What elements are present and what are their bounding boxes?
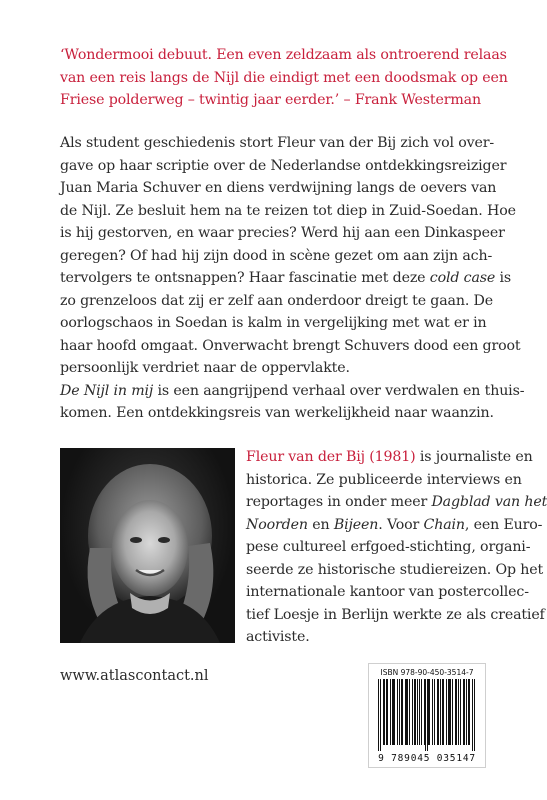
barcode-bar: [466, 679, 467, 745]
barcode-bar: [424, 679, 425, 745]
barcode-bar: [460, 679, 461, 745]
barcode-bar: [425, 679, 426, 751]
bio-line: historica. Ze publiceerde interviews en: [246, 471, 522, 488]
author-photo: [60, 448, 235, 643]
blurb-line: haar hoofd omgaat. Onverwacht brengt Schuvers dood een groot: [60, 337, 521, 354]
blurb-line: gave op haar scriptie over de Nederlandse ontdekkingsreiziger: [60, 157, 507, 174]
barcode-bar: [394, 679, 395, 745]
barcode-bar: [427, 679, 428, 751]
publisher-website[interactable]: www.atlascontact.nl: [60, 668, 209, 684]
barcode-bar: [390, 679, 391, 745]
barcode-bar: [472, 679, 473, 751]
barcode-bar: [414, 679, 415, 745]
author-name: Fleur van der Bij (1981): [246, 449, 416, 465]
barcode-bar: [464, 679, 465, 745]
barcode-bar: [468, 679, 469, 745]
barcode-bar: [386, 679, 387, 745]
quote-line: van een reis langs de Nijl die eindigt met een doodsmak op een: [60, 69, 508, 86]
bio-text: en: [307, 516, 334, 533]
barcode-bar: [402, 679, 403, 745]
author-bio: [246, 446, 547, 649]
isbn-barcode: [368, 663, 486, 768]
bio-line: activiste.: [246, 629, 310, 645]
barcode-bar: [407, 679, 408, 745]
barcode-bar: [442, 679, 443, 745]
bio-italic: Bijeen: [333, 516, 379, 533]
barcode-bar: [432, 679, 433, 745]
barcode-bar: [469, 679, 470, 745]
barcode-bar: [437, 679, 438, 745]
bio-line: [246, 491, 547, 514]
barcode-bar: [434, 679, 435, 745]
barcode-bar: [419, 679, 420, 745]
blurb-italic: cold case: [429, 270, 496, 286]
bio-line: [246, 446, 533, 469]
bio-line: seerde ze historische studiereizen. Op het: [246, 561, 544, 578]
book-title-italic: De Nijl in mij: [60, 382, 154, 399]
barcode-bar: [448, 679, 449, 745]
bio-italic: Dagblad van het: [431, 494, 547, 510]
quote-line: ‘Wondermooi debuut. Een even zeldzaam als ontroerend relaas: [60, 47, 507, 63]
barcode-bar: [415, 679, 416, 745]
book-blurb: [60, 132, 525, 425]
blurb-line: [60, 267, 512, 290]
bio-text: . Voor: [378, 516, 424, 533]
barcode-bar: [452, 679, 453, 745]
bio-text: is journaliste en: [415, 449, 533, 465]
author-portrait-image: [60, 448, 235, 643]
bio-text: reportages in onder meer: [246, 494, 432, 510]
barcode-bar: [463, 679, 464, 745]
barcode-bar: [458, 679, 459, 745]
barcode-bar: [449, 679, 450, 745]
isbn-label: ISBN 978-90-450-3514-7: [380, 668, 474, 677]
barcode-bar: [399, 679, 400, 745]
praise-quote: [60, 44, 508, 112]
blurb-text: is: [495, 270, 512, 286]
barcode-bar: [401, 679, 402, 745]
blurb-text: is een aangrijpend verhaal over verdwalen en thuis-: [157, 382, 525, 399]
barcode-bar: [412, 679, 413, 745]
barcode-bar: [455, 679, 456, 745]
blurb-line: [60, 380, 525, 403]
barcode-bar: [384, 679, 385, 745]
barcode-bar: [456, 679, 457, 745]
blurb-line: geregen? Of had hij zijn dood in scène gezet om aan zijn ach-: [60, 247, 493, 264]
barcode-bar: [428, 679, 429, 745]
blurb-line: de Nijl. Ze besluit hem na te reizen tot diep in Zuid-Soedan. Hoe: [60, 202, 516, 219]
barcode-bars: [378, 679, 476, 751]
barcode-bar: [378, 679, 379, 751]
bio-line: [246, 514, 543, 537]
bio-line: internationale kantoor van postercollec-: [246, 584, 529, 600]
barcode-bar: [383, 679, 384, 745]
barcode-bar: [393, 679, 394, 745]
quote-line: Friese polderweg – twintig jaar eerder.’ – Frank Westerman: [60, 92, 481, 108]
barcode-bar: [438, 679, 439, 745]
bio-text: , een Euro-: [464, 516, 543, 533]
barcode-bar: [409, 679, 410, 745]
barcode-bar: [450, 679, 451, 745]
barcode-bar: [474, 679, 475, 751]
barcode-bar: [405, 679, 406, 745]
blurb-line: persoonlijk verdriet naar de oppervlakte.: [60, 360, 350, 376]
bio-italic: Noorden: [246, 516, 308, 533]
bio-line: tief Loesje in Berlijn werkte ze als creatief: [246, 606, 545, 623]
barcode-bar: [406, 679, 407, 745]
barcode-bar: [417, 679, 418, 745]
bio-italic: Chain: [423, 516, 465, 533]
isbn-digits: 9 789045 035147: [378, 753, 476, 764]
barcode-bar: [440, 679, 441, 745]
barcode-bar: [443, 679, 444, 745]
blurb-line: oorlogschaos in Soedan is kalm in vergelijking met wat er in: [60, 315, 487, 331]
blurb-text: tervolgers te ontsnappen? Haar fascinatie met deze: [60, 270, 430, 286]
blurb-line: Als student geschiedenis stort Fleur van der Bij zich vol over-: [60, 135, 495, 151]
barcode-bar: [429, 679, 430, 745]
barcode-bar: [397, 679, 398, 745]
barcode-bar: [380, 679, 381, 751]
barcode-bar: [446, 679, 447, 745]
bio-line: pese cultureel erfgoed-stichting, organi-: [246, 539, 531, 555]
barcode-bar: [387, 679, 388, 745]
blurb-line: komen. Een ontdekkingsreis van werkelijkheid naar waanzin.: [60, 405, 494, 421]
barcode-bar: [421, 679, 422, 745]
blurb-line: Juan Maria Schuver en diens verdwijning langs de oevers van: [60, 180, 497, 196]
blurb-line: zo grenzeloos dat zij er zelf aan onderdoor dreigt te gaan. De: [60, 292, 494, 309]
blurb-line: is hij gestorven, en waar precies? Werd hij aan een Dinkaspeer: [60, 225, 505, 241]
barcode-bar: [392, 679, 393, 745]
